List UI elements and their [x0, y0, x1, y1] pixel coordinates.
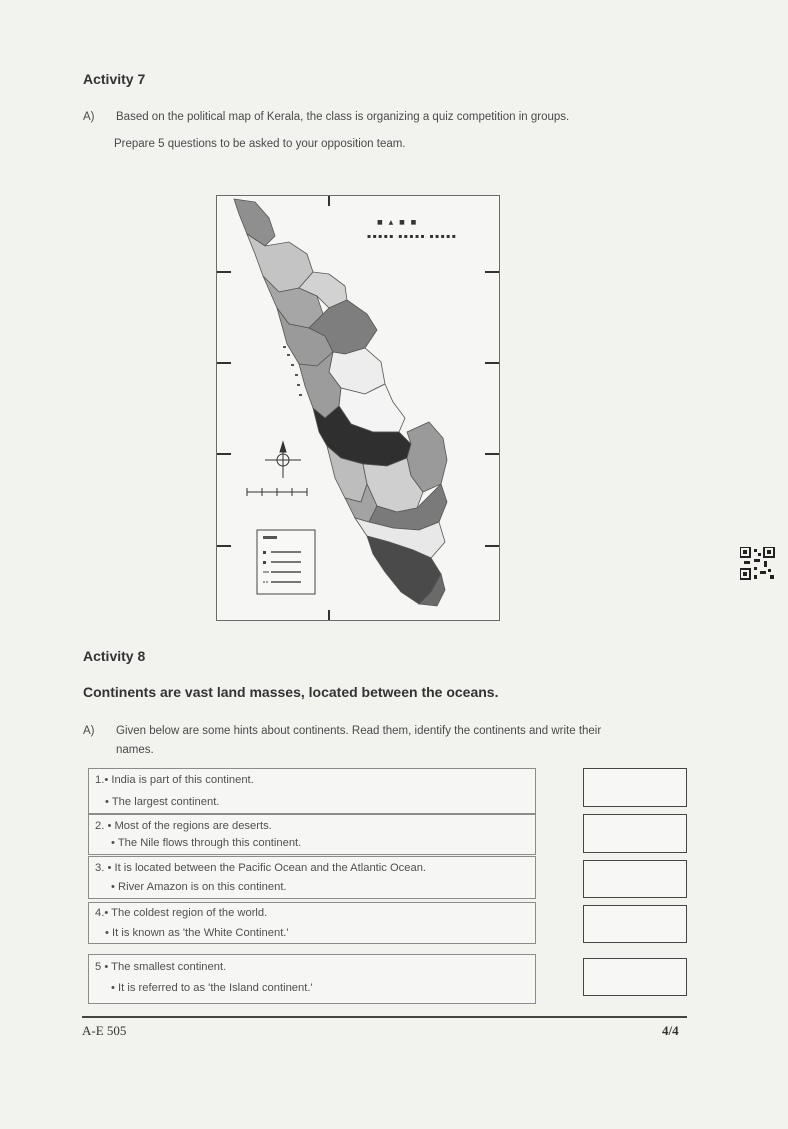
hint-box-3 — [88, 856, 536, 899]
hint-4-line2: • It is known as 'the White Continent.' — [105, 927, 289, 939]
hint-2-line1: 2. • Most of the regions are deserts. — [95, 820, 272, 832]
activity-7-instruction-line1: Based on the political map of Kerala, the class is organizing a quiz competition in groups. — [116, 111, 570, 123]
svg-text:▪▪▪▪▪ ▪▪▪▪▪ ▪▪▪▪▪: ▪▪▪▪▪ ▪▪▪▪▪ ▪▪▪▪▪ — [367, 233, 458, 240]
svg-text:■ ▲ ■ ■: ■ ▲ ■ ■ — [377, 219, 419, 226]
footer-divider — [82, 1016, 687, 1018]
map-legend-box — [257, 530, 315, 594]
compass-rose-icon — [265, 442, 301, 478]
activity-8-instruction-line2: names. — [116, 744, 154, 756]
hint-5-line2: • It is referred to as 'the Island continent.' — [111, 982, 313, 994]
answer-box-3[interactable] — [583, 860, 687, 898]
footer-code: A-E 505 — [82, 1023, 127, 1038]
hint-box-4 — [88, 902, 536, 944]
hint-3-line2: • River Amazon is on this continent. — [111, 881, 287, 893]
hint-4-line1: 4.• The coldest region of the world. — [95, 907, 268, 919]
activity-7-title: Activity 7 — [83, 71, 146, 87]
scale-bar — [247, 488, 307, 496]
hint-1-line2: • The largest continent. — [105, 796, 220, 808]
hint-2-line2: • The Nile flows through this continent. — [111, 837, 302, 849]
qr-code-icon — [740, 547, 776, 581]
activity-8-instruction-line1: Given below are some hints about continents. Read them, identify the continents and write their — [116, 725, 602, 737]
hint-box-2 — [88, 814, 536, 855]
map-title-glyphs — [367, 219, 457, 240]
activity-8-label: A) — [83, 725, 95, 737]
hint-3-line1: 3. • It is located between the Pacific Ocean and the Atlantic Ocean. — [95, 862, 427, 874]
activity-7-label: A) — [83, 111, 95, 123]
hint-box-5 — [88, 954, 536, 1004]
hint-box-1 — [88, 768, 536, 814]
answer-box-2[interactable] — [583, 814, 687, 853]
kerala-political-map — [216, 195, 500, 621]
activity-8-subtitle: Continents are vast land masses, located between the oceans. — [83, 684, 499, 700]
answer-box-1[interactable] — [583, 768, 687, 807]
hint-1-line1: 1.• India is part of this continent. — [95, 774, 254, 786]
kerala-map-drawing — [217, 196, 499, 620]
answer-box-5[interactable] — [583, 958, 687, 996]
footer-page-number: 4/4 — [662, 1023, 679, 1038]
activity-7-instruction-line2: Prepare 5 questions to be asked to your opposition team. — [114, 138, 406, 150]
activity-8-title: Activity 8 — [83, 648, 146, 664]
hint-5-line1: 5 • The smallest continent. — [95, 961, 227, 973]
answer-box-4[interactable] — [583, 905, 687, 943]
